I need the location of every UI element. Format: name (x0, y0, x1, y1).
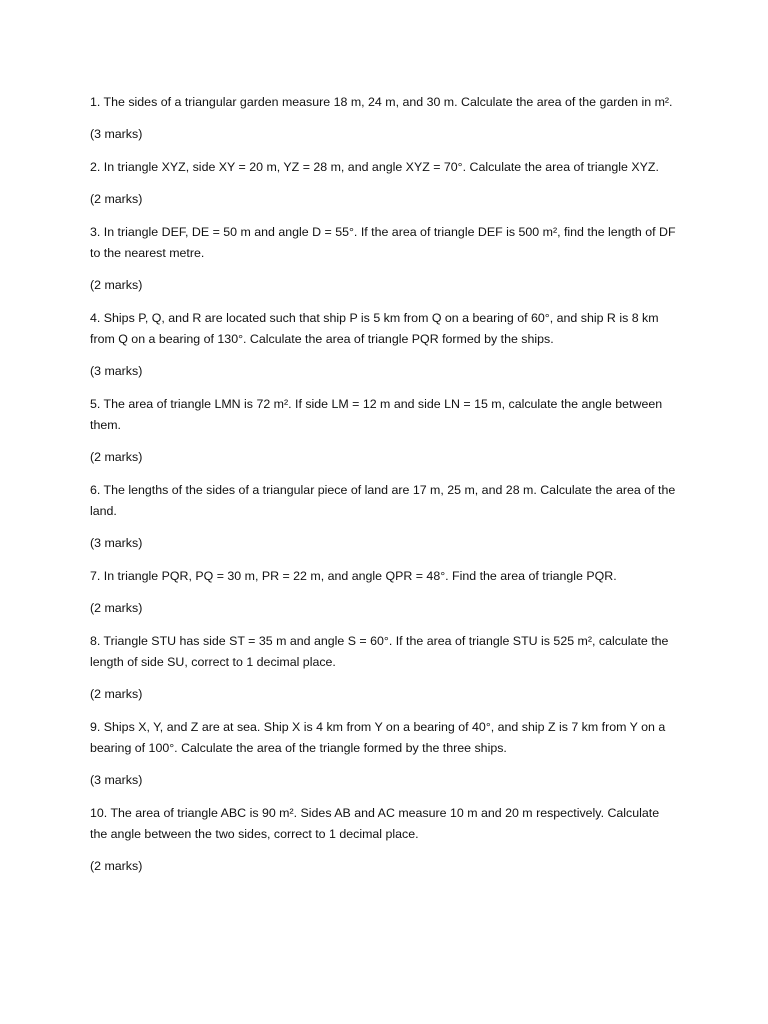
question-text: 8. Triangle STU has side ST = 35 m and angle S = 60°. If the area of triangle STU is 525 m², calculate the length of side SU, correct to 1 decimal place. (90, 634, 669, 669)
question-9 (90, 717, 678, 791)
question-text: 10. The area of triangle ABC is 90 m². Sides AB and AC measure 10 m and 20 m respectively. Calculate the angle between the two sides, correct to 1 decimal place. (90, 806, 660, 841)
question-5 (90, 394, 678, 468)
marks-label: (2 marks) (90, 859, 143, 873)
question-10 (90, 803, 678, 877)
marks-label: (3 marks) (90, 536, 143, 550)
question-text: 7. In triangle PQR, PQ = 30 m, PR = 22 m, and angle QPR = 48°. Find the area of triangle PQR. (90, 569, 617, 583)
marks-label: (3 marks) (90, 364, 143, 378)
question-text: 3. In triangle DEF, DE = 50 m and angle D = 55°. If the area of triangle DEF is 500 m², find the length of DF to the nearest metre. (90, 225, 676, 260)
marks-label: (2 marks) (90, 601, 143, 615)
question-7 (90, 566, 678, 619)
question-text: 9. Ships X, Y, and Z are at sea. Ship X is 4 km from Y on a bearing of 40°, and ship Z is 7 km from Y on a bearing of 100°. Calculate the area of the triangle formed by the three ships. (90, 720, 666, 755)
question-2 (90, 157, 678, 210)
question-text: 5. The area of triangle LMN is 72 m². If side LM = 12 m and side LN = 15 m, calculate the angle between them. (90, 397, 663, 432)
question-8 (90, 631, 678, 705)
question-text: 2. In triangle XYZ, side XY = 20 m, YZ = 28 m, and angle XYZ = 70°. Calculate the area of triangle XYZ. (90, 160, 659, 174)
question-text: 6. The lengths of the sides of a triangular piece of land are 17 m, 25 m, and 28 m. Calculate the area of the land. (90, 483, 676, 518)
marks-label: (2 marks) (90, 450, 143, 464)
question-6 (90, 480, 678, 554)
marks-label: (2 marks) (90, 278, 143, 292)
marks-label: (2 marks) (90, 192, 143, 206)
marks-label: (2 marks) (90, 687, 143, 701)
question-1 (90, 92, 678, 145)
marks-label: (3 marks) (90, 773, 143, 787)
question-4 (90, 308, 678, 382)
question-3 (90, 222, 678, 296)
question-text: 4. Ships P, Q, and R are located such that ship P is 5 km from Q on a bearing of 60°, and ship R is 8 km from Q on a bearing of 130°. Calculate the area of triangle PQR formed by the ships. (90, 311, 659, 346)
question-text: 1. The sides of a triangular garden measure 18 m, 24 m, and 30 m. Calculate the area of the garden in m². (90, 95, 673, 109)
marks-label: (3 marks) (90, 127, 143, 141)
